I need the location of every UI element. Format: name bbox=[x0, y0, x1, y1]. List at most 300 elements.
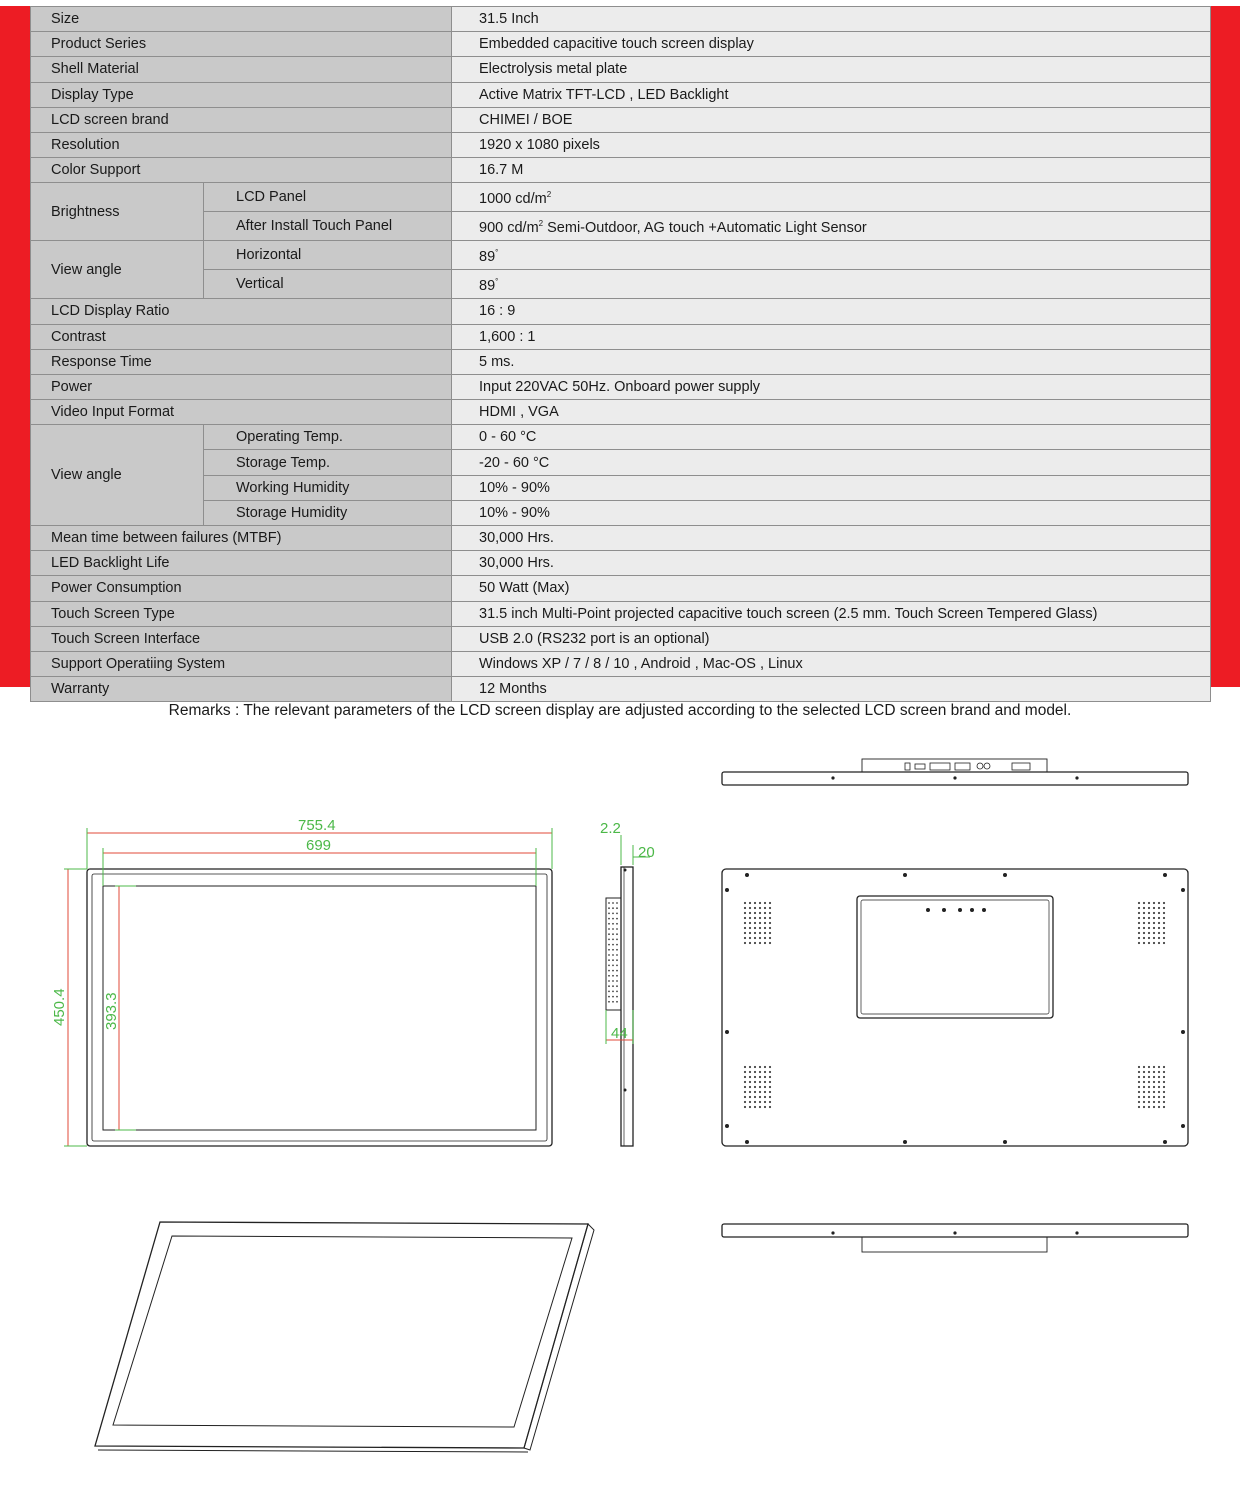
speaker-hole bbox=[754, 937, 756, 939]
spec-value-text: 900 cd/m bbox=[479, 220, 539, 237]
rear-view-drawing bbox=[722, 869, 1188, 1146]
vent-hole bbox=[616, 970, 618, 972]
speaker-hole bbox=[1148, 942, 1150, 944]
vent-hole bbox=[616, 985, 618, 987]
spec-row bbox=[31, 551, 1211, 576]
spec-label: Touch Screen Interface bbox=[31, 626, 452, 651]
vent-hole bbox=[608, 944, 610, 946]
speaker-hole bbox=[1153, 917, 1155, 919]
speaker-hole bbox=[1148, 902, 1150, 904]
speaker-hole bbox=[759, 942, 761, 944]
spec-value bbox=[452, 7, 1211, 32]
speaker-hole bbox=[769, 912, 771, 914]
vent-hole bbox=[608, 902, 610, 904]
speaker-hole bbox=[749, 1081, 751, 1083]
spec-sub-label: Operating Temp. bbox=[204, 425, 452, 450]
spec-row bbox=[31, 241, 1211, 270]
spec-value bbox=[452, 82, 1211, 107]
speaker-hole bbox=[1158, 1071, 1160, 1073]
vent-hole bbox=[612, 923, 614, 925]
speaker-hole bbox=[1163, 937, 1165, 939]
speaker-hole bbox=[1163, 1101, 1165, 1103]
speaker-hole bbox=[744, 1081, 746, 1083]
vent-hole bbox=[612, 913, 614, 915]
speaker-hole bbox=[1163, 917, 1165, 919]
spec-table bbox=[30, 6, 1211, 702]
speaker-hole bbox=[764, 1096, 766, 1098]
vent-hole bbox=[608, 996, 610, 998]
spec-row bbox=[31, 299, 1211, 324]
technical-drawings bbox=[0, 740, 1240, 1500]
speaker-hole bbox=[744, 1071, 746, 1073]
vent-hole bbox=[608, 965, 610, 967]
speaker-hole bbox=[764, 1086, 766, 1088]
speaker-hole bbox=[744, 922, 746, 924]
speaker-hole bbox=[1163, 932, 1165, 934]
spec-label: Video Input Format bbox=[31, 400, 452, 425]
speaker-hole bbox=[764, 1101, 766, 1103]
spec-value-text: 30,000 Hrs. bbox=[479, 555, 554, 572]
vent-hole bbox=[616, 954, 618, 956]
front-view-drawing bbox=[87, 869, 552, 1146]
speaker-hole bbox=[764, 942, 766, 944]
speaker-hole bbox=[1138, 1066, 1140, 1068]
spec-value-text: 1920 x 1080 pixels bbox=[479, 137, 600, 154]
spec-value bbox=[452, 677, 1211, 702]
speaker-hole bbox=[764, 1091, 766, 1093]
speaker-hole bbox=[1163, 1081, 1165, 1083]
vent-hole bbox=[608, 933, 610, 935]
spec-value bbox=[452, 500, 1211, 525]
speaker-hole bbox=[749, 1086, 751, 1088]
spec-label: Mean time between failures (MTBF) bbox=[31, 526, 452, 551]
speaker-hole bbox=[759, 937, 761, 939]
speaker-hole bbox=[744, 1076, 746, 1078]
speaker-hole bbox=[754, 1096, 756, 1098]
spec-value-text: Active Matrix TFT-LCD , LED Backlight bbox=[479, 86, 729, 103]
speaker-hole bbox=[1143, 1066, 1145, 1068]
speaker-hole bbox=[749, 902, 751, 904]
spec-value bbox=[452, 299, 1211, 324]
spec-sub-label: After Install Touch Panel bbox=[204, 212, 452, 241]
vent-hole bbox=[616, 939, 618, 941]
speaker-hole bbox=[769, 902, 771, 904]
speaker-hole bbox=[1143, 937, 1145, 939]
speaker-hole bbox=[749, 1071, 751, 1073]
spec-value-text: 30,000 Hrs. bbox=[479, 530, 554, 547]
vent-hole bbox=[608, 913, 610, 915]
vent-hole bbox=[608, 923, 610, 925]
vent-hole bbox=[616, 902, 618, 904]
vent-hole bbox=[616, 949, 618, 951]
spec-row bbox=[31, 526, 1211, 551]
spec-row bbox=[31, 450, 1211, 475]
spec-value bbox=[452, 32, 1211, 57]
vent-hole bbox=[616, 991, 618, 993]
spec-label: Contrast bbox=[31, 324, 452, 349]
speaker-hole bbox=[1148, 1071, 1150, 1073]
speaker-hole bbox=[754, 1071, 756, 1073]
spec-row bbox=[31, 270, 1211, 299]
speaker-hole bbox=[1138, 1106, 1140, 1108]
spec-value-text: CHIMEI / BOE bbox=[479, 111, 573, 128]
spec-value bbox=[452, 349, 1211, 374]
spec-label: Shell Material bbox=[31, 57, 452, 82]
speaker-hole bbox=[754, 1086, 756, 1088]
speaker-hole bbox=[1138, 927, 1140, 929]
speaker-hole bbox=[1148, 1091, 1150, 1093]
speaker-hole bbox=[1163, 1106, 1165, 1108]
spec-value-text: 12 Months bbox=[479, 681, 547, 698]
speaker-hole bbox=[759, 927, 761, 929]
speaker-hole bbox=[744, 1066, 746, 1068]
speaker-hole bbox=[1158, 1066, 1160, 1068]
speaker-hole bbox=[764, 1066, 766, 1068]
spec-value-text: Input 220VAC 50Hz. Onboard power supply bbox=[479, 378, 761, 395]
speaker-hole bbox=[1138, 902, 1140, 904]
speaker-hole bbox=[1148, 912, 1150, 914]
spec-row bbox=[31, 651, 1211, 676]
speaker-hole bbox=[1143, 1086, 1145, 1088]
speaker-hole bbox=[1158, 1096, 1160, 1098]
spec-value bbox=[452, 183, 1211, 212]
speaker-hole bbox=[759, 1091, 761, 1093]
spec-value-text: USB 2.0 (RS232 port is an optional) bbox=[479, 630, 710, 647]
speaker-hole bbox=[769, 1076, 771, 1078]
speaker-hole bbox=[749, 917, 751, 919]
vent-hole bbox=[612, 991, 614, 993]
spec-row bbox=[31, 32, 1211, 57]
spec-label: Size bbox=[31, 7, 452, 32]
vent-hole bbox=[612, 975, 614, 977]
speaker-hole bbox=[1138, 1101, 1140, 1103]
speaker-hole bbox=[769, 927, 771, 929]
spec-value-superscript: ° bbox=[495, 277, 499, 287]
spec-sub-label: Working Humidity bbox=[204, 475, 452, 500]
speaker-hole bbox=[1153, 932, 1155, 934]
spec-row bbox=[31, 183, 1211, 212]
spec-row bbox=[31, 324, 1211, 349]
speaker-hole bbox=[1143, 907, 1145, 909]
spec-value-text: 31.5 inch Multi-Point projected capacitive touch screen (2.5 mm. Touch Screen Tempered Glass) bbox=[479, 605, 1098, 622]
spec-value bbox=[452, 450, 1211, 475]
speaker-hole bbox=[1163, 902, 1165, 904]
vent-hole bbox=[616, 913, 618, 915]
spec-row bbox=[31, 349, 1211, 374]
speaker-hole bbox=[1143, 927, 1145, 929]
speaker-hole bbox=[1153, 1086, 1155, 1088]
speaker-hole bbox=[759, 932, 761, 934]
spec-value-text: 16.7 M bbox=[479, 162, 524, 179]
vent-hole bbox=[616, 918, 618, 920]
speaker-hole bbox=[754, 912, 756, 914]
speaker-hole bbox=[749, 1076, 751, 1078]
speaker-hole bbox=[1163, 1086, 1165, 1088]
speaker-hole bbox=[744, 932, 746, 934]
speaker-hole bbox=[754, 917, 756, 919]
speaker-hole bbox=[1148, 917, 1150, 919]
vent-hole bbox=[608, 918, 610, 920]
speaker-hole bbox=[759, 1101, 761, 1103]
vent-hole bbox=[612, 907, 614, 909]
speaker-hole bbox=[764, 907, 766, 909]
speaker-hole bbox=[754, 1076, 756, 1078]
speaker-hole bbox=[769, 1091, 771, 1093]
vent-hole bbox=[612, 985, 614, 987]
speaker-hole bbox=[1143, 1091, 1145, 1093]
speaker-hole bbox=[749, 922, 751, 924]
speaker-hole bbox=[769, 1101, 771, 1103]
spec-value-text: 0 - 60 °C bbox=[479, 429, 537, 446]
vent-hole bbox=[616, 959, 618, 961]
speaker-hole bbox=[759, 1086, 761, 1088]
spec-value bbox=[452, 212, 1211, 241]
spec-value bbox=[452, 324, 1211, 349]
speaker-hole bbox=[749, 1101, 751, 1103]
spec-row bbox=[31, 576, 1211, 601]
speaker-hole bbox=[769, 1106, 771, 1108]
spec-group-label: View angle bbox=[31, 425, 204, 526]
speaker-hole bbox=[764, 1106, 766, 1108]
speaker-hole bbox=[744, 917, 746, 919]
vent-hole bbox=[616, 907, 618, 909]
vent-hole bbox=[608, 939, 610, 941]
remarks-text: Remarks : The relevant parameters of the LCD screen display are adjusted according to the selected LCD screen brand and model. bbox=[168, 702, 1072, 719]
speaker-hole bbox=[1153, 907, 1155, 909]
vent-hole bbox=[616, 980, 618, 982]
speaker-hole bbox=[1143, 1106, 1145, 1108]
spec-value bbox=[452, 601, 1211, 626]
speaker-hole bbox=[1138, 1091, 1140, 1093]
spec-label: Color Support bbox=[31, 158, 452, 183]
speaker-hole bbox=[764, 1071, 766, 1073]
speaker-hole bbox=[769, 1086, 771, 1088]
speaker-hole bbox=[1138, 942, 1140, 944]
vent-hole bbox=[608, 949, 610, 951]
speaker-hole bbox=[1148, 1086, 1150, 1088]
spec-row bbox=[31, 677, 1211, 702]
vent-hole bbox=[612, 980, 614, 982]
speaker-hole bbox=[1158, 942, 1160, 944]
vent-hole bbox=[608, 907, 610, 909]
speaker-hole bbox=[754, 1106, 756, 1108]
speaker-hole bbox=[1163, 922, 1165, 924]
bottom-edge-view-drawing bbox=[722, 1224, 1188, 1252]
speaker-hole bbox=[1153, 927, 1155, 929]
speaker-hole bbox=[1148, 1081, 1150, 1083]
speaker-hole bbox=[749, 942, 751, 944]
spec-value-text: 1,600 : 1 bbox=[479, 328, 536, 345]
speaker-hole bbox=[769, 1096, 771, 1098]
speaker-hole bbox=[1143, 1101, 1145, 1103]
speaker-hole bbox=[759, 907, 761, 909]
speaker-hole bbox=[744, 912, 746, 914]
top-edge-view-drawing bbox=[722, 759, 1188, 785]
spec-value bbox=[452, 425, 1211, 450]
spec-sub-label: Storage Temp. bbox=[204, 450, 452, 475]
speaker-hole bbox=[759, 1071, 761, 1073]
spec-value bbox=[452, 576, 1211, 601]
spec-label: Response Time bbox=[31, 349, 452, 374]
speaker-hole bbox=[1138, 1076, 1140, 1078]
speaker-hole bbox=[1148, 1076, 1150, 1078]
speaker-hole bbox=[749, 907, 751, 909]
speaker-hole bbox=[754, 922, 756, 924]
vent-hole bbox=[612, 959, 614, 961]
spec-group-label: Brightness bbox=[31, 183, 204, 241]
spec-row bbox=[31, 82, 1211, 107]
speaker-hole bbox=[1158, 922, 1160, 924]
spec-row bbox=[31, 425, 1211, 450]
speaker-hole bbox=[1163, 1096, 1165, 1098]
speaker-hole bbox=[749, 932, 751, 934]
speaker-hole bbox=[744, 902, 746, 904]
speaker-hole bbox=[1153, 902, 1155, 904]
spec-value-rest: Semi-Outdoor, AG touch +Automatic Light Sensor bbox=[543, 220, 867, 237]
speaker-hole bbox=[744, 937, 746, 939]
speaker-hole bbox=[1153, 1096, 1155, 1098]
side-view-drawing bbox=[606, 867, 633, 1146]
speaker-hole bbox=[764, 1076, 766, 1078]
vent-hole bbox=[608, 928, 610, 930]
spec-label: Touch Screen Type bbox=[31, 601, 452, 626]
spec-value bbox=[452, 132, 1211, 157]
spec-value bbox=[452, 551, 1211, 576]
speaker-hole bbox=[744, 1106, 746, 1108]
speaker-hole bbox=[769, 932, 771, 934]
speaker-hole bbox=[1153, 1101, 1155, 1103]
spec-value bbox=[452, 651, 1211, 676]
speaker-hole bbox=[1148, 1066, 1150, 1068]
spec-row bbox=[31, 400, 1211, 425]
spec-value-superscript: 2 bbox=[546, 190, 552, 200]
spec-row bbox=[31, 374, 1211, 399]
spec-group-label: View angle bbox=[31, 241, 204, 299]
speaker-hole bbox=[1143, 1096, 1145, 1098]
vent-hole bbox=[608, 991, 610, 993]
speaker-hole bbox=[749, 912, 751, 914]
spec-value-text: 1000 cd/m bbox=[479, 191, 547, 208]
speaker-hole bbox=[1148, 1096, 1150, 1098]
speaker-hole bbox=[1148, 927, 1150, 929]
spec-value-text: 31.5 Inch bbox=[479, 11, 539, 28]
speaker-hole bbox=[759, 1096, 761, 1098]
speaker-hole bbox=[1138, 1081, 1140, 1083]
vent-hole bbox=[612, 996, 614, 998]
spec-value-text: Electrolysis metal plate bbox=[479, 61, 628, 78]
speaker-hole bbox=[769, 1066, 771, 1068]
speaker-hole bbox=[1153, 1071, 1155, 1073]
spec-value-text: 10% - 90% bbox=[479, 504, 550, 521]
speaker-hole bbox=[744, 942, 746, 944]
spec-value-text: 10% - 90% bbox=[479, 479, 550, 496]
speaker-hole bbox=[764, 917, 766, 919]
dim-glass: 2.2 bbox=[600, 820, 621, 837]
vent-hole bbox=[616, 975, 618, 977]
spec-label: Warranty bbox=[31, 677, 452, 702]
speaker-hole bbox=[1138, 1096, 1140, 1098]
speaker-hole bbox=[1153, 1066, 1155, 1068]
spec-value-text: 16 : 9 bbox=[479, 303, 516, 320]
spec-row bbox=[31, 475, 1211, 500]
spec-row bbox=[31, 107, 1211, 132]
vent-hole bbox=[616, 933, 618, 935]
speaker-hole bbox=[744, 1096, 746, 1098]
speaker-hole bbox=[764, 922, 766, 924]
spec-value bbox=[452, 526, 1211, 551]
spec-row bbox=[31, 57, 1211, 82]
spec-sub-label: Vertical bbox=[204, 270, 452, 299]
speaker-hole bbox=[1148, 907, 1150, 909]
spec-label: LED Backlight Life bbox=[31, 551, 452, 576]
speaker-hole bbox=[1138, 907, 1140, 909]
speaker-hole bbox=[764, 937, 766, 939]
vent-hole bbox=[616, 1001, 618, 1003]
vent-hole bbox=[608, 980, 610, 982]
speaker-hole bbox=[1148, 922, 1150, 924]
vent-hole bbox=[612, 1001, 614, 1003]
dim-frame-depth: 20 bbox=[638, 844, 655, 861]
speaker-hole bbox=[1163, 907, 1165, 909]
spec-value-text: 89 bbox=[479, 249, 496, 266]
spec-value bbox=[452, 241, 1211, 270]
speaker-hole bbox=[769, 922, 771, 924]
speaker-hole bbox=[1158, 1091, 1160, 1093]
spec-sub-label: Horizontal bbox=[204, 241, 452, 270]
speaker-hole bbox=[1158, 1086, 1160, 1088]
dim-screen-width: 699 bbox=[306, 837, 332, 854]
speaker-hole bbox=[1158, 1081, 1160, 1083]
spec-row bbox=[31, 500, 1211, 525]
speaker-hole bbox=[744, 927, 746, 929]
speaker-hole bbox=[1148, 1106, 1150, 1108]
spec-label: LCD screen brand bbox=[31, 107, 452, 132]
speaker-hole bbox=[1163, 1091, 1165, 1093]
speaker-hole bbox=[744, 1101, 746, 1103]
spec-row bbox=[31, 626, 1211, 651]
speaker-hole bbox=[1143, 1076, 1145, 1078]
speaker-hole bbox=[754, 1101, 756, 1103]
speaker-hole bbox=[1143, 1071, 1145, 1073]
perspective-view-drawing bbox=[95, 1222, 594, 1452]
speaker-hole bbox=[754, 1066, 756, 1068]
speaker-hole bbox=[1163, 1071, 1165, 1073]
right-accent-bar bbox=[1210, 6, 1240, 687]
speaker-hole bbox=[754, 1091, 756, 1093]
speaker-hole bbox=[1153, 922, 1155, 924]
speaker-hole bbox=[759, 1076, 761, 1078]
speaker-hole bbox=[1153, 1106, 1155, 1108]
speaker-hole bbox=[754, 902, 756, 904]
spec-value bbox=[452, 400, 1211, 425]
speaker-hole bbox=[759, 922, 761, 924]
speaker-hole bbox=[1148, 1101, 1150, 1103]
speaker-hole bbox=[1153, 942, 1155, 944]
spec-value bbox=[452, 107, 1211, 132]
speaker-hole bbox=[1158, 927, 1160, 929]
speaker-hole bbox=[749, 1096, 751, 1098]
speaker-hole bbox=[759, 902, 761, 904]
speaker-hole bbox=[1138, 912, 1140, 914]
speaker-hole bbox=[1158, 907, 1160, 909]
speaker-hole bbox=[1153, 1091, 1155, 1093]
speaker-hole bbox=[1143, 917, 1145, 919]
speaker-hole bbox=[749, 937, 751, 939]
speaker-hole bbox=[769, 942, 771, 944]
speaker-hole bbox=[1148, 932, 1150, 934]
spec-row bbox=[31, 158, 1211, 183]
speaker-hole bbox=[769, 917, 771, 919]
